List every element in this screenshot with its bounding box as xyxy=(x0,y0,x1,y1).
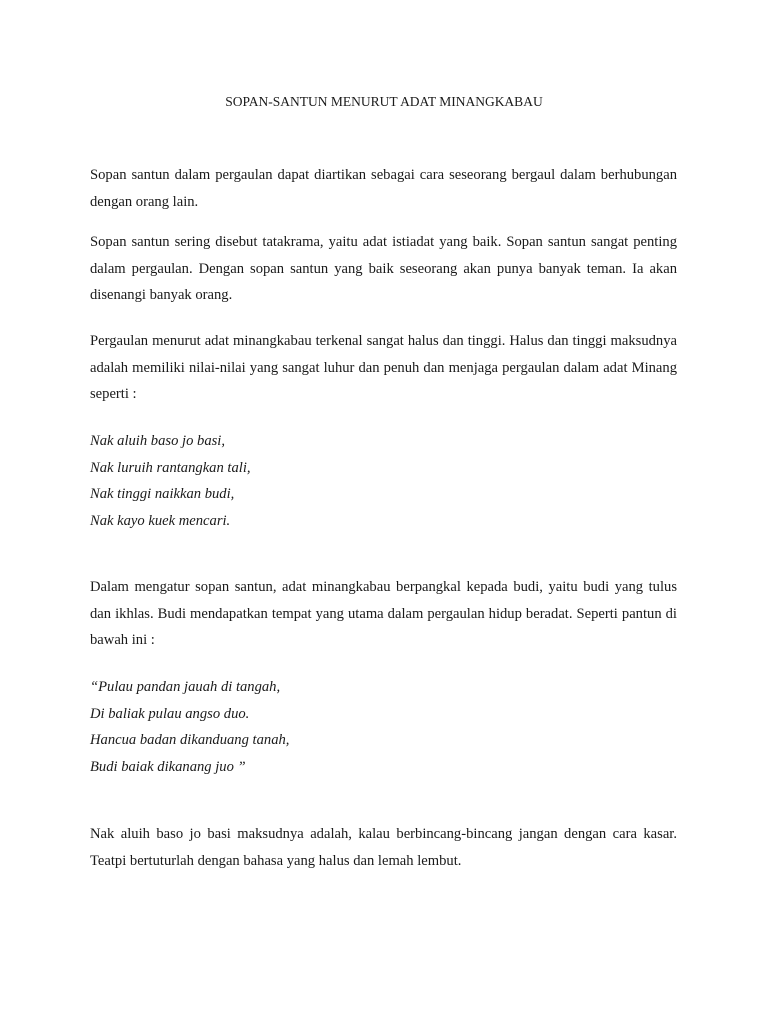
paragraph-5: Nak aluih baso jo basi maksudnya adalah, kalau berbincang-bincang jangan dengan cara kasar. Teatpi bertuturlah dengan bahasa yang halus dan lemah lembut. xyxy=(90,826,677,869)
verse-2-line-4: Budi baiak dikanang juo ” xyxy=(90,758,246,775)
paragraph-2: Sopan santun sering disebut tatakrama, yaitu adat istiadat yang baik. Sopan santun sangat penting dalam pergaulan. Dengan sopan santun yang baik seseorang akan punya banyak teman. Ia akan disenangi banyak orang. xyxy=(90,234,677,303)
verse-2 xyxy=(90,674,677,780)
verse-1-line-2: Nak luruih rantangkan tali, xyxy=(90,459,251,476)
verse-1-line-1: Nak aluih baso jo basi, xyxy=(90,433,225,449)
paragraph-1: Sopan santun dalam pergaulan dapat diartikan sebagai cara seseorang bergaul dalam berhubungan dengan orang lain. xyxy=(90,167,677,210)
paragraph-4: Dalam mengatur sopan santun, adat minangkabau berpangkal kepada budi, yaitu budi yang tulus dan ikhlas. Budi mendapatkan tempat yang utama dalam pergaulan hidup beradat. Seperti pantun di bawah ini : xyxy=(90,579,677,648)
verse-2-line-2: Di baliak pulau angso duo. xyxy=(90,705,250,722)
verse-2-line-1: “Pulau pandan jauah di tangah, xyxy=(90,679,281,695)
verse-1 xyxy=(90,428,677,534)
verse-1-line-3: Nak tinggi naikkan budi, xyxy=(90,486,235,502)
verse-2-line-3: Hancua badan dikanduang tanah, xyxy=(90,732,290,748)
document-title: SOPAN-SANTUN MENURUT ADAT MINANGKABAU xyxy=(225,94,543,109)
paragraph-3: Pergaulan menurut adat minangkabau terkenal sangat halus dan tinggi. Halus dan tinggi maksudnya adalah memiliki nilai-nilai yang sangat luhur dan penuh dan menjaga pergaulan dalam adat Minang seperti : xyxy=(90,333,677,402)
verse-1-line-4: Nak kayo kuek mencari. xyxy=(90,512,231,529)
